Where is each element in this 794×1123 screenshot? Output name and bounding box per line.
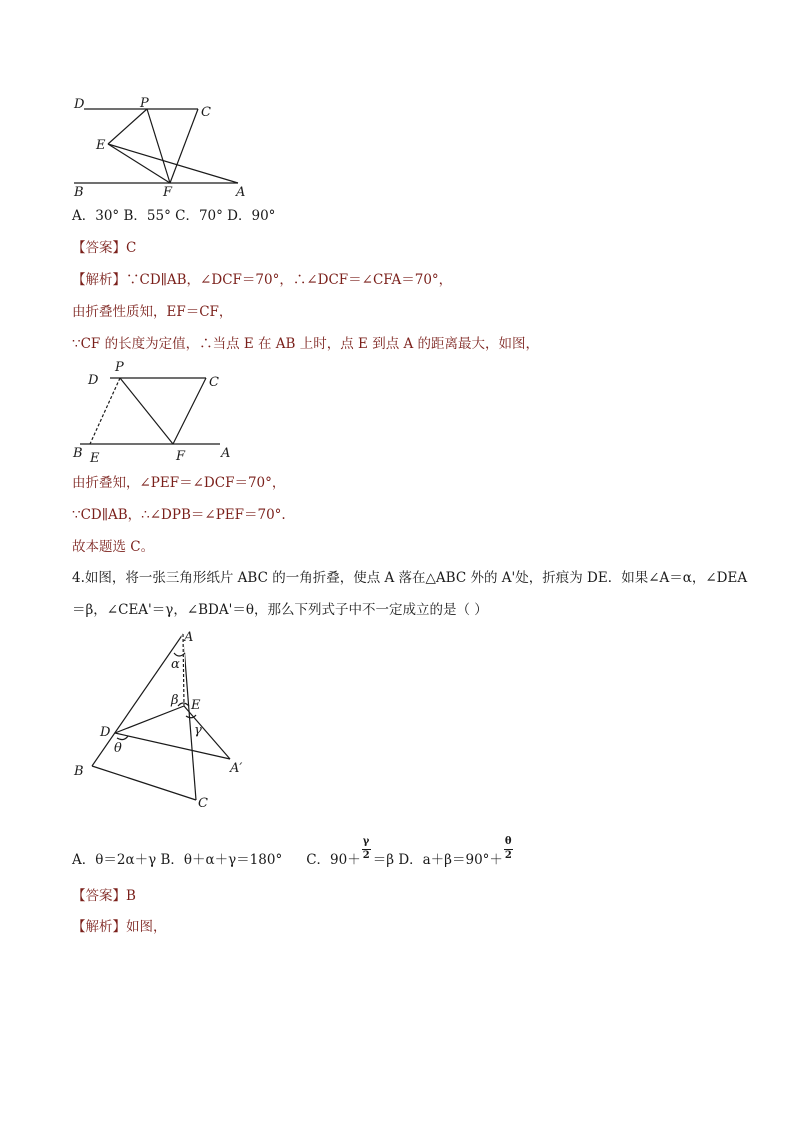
q4-option-c-fraction [361,836,373,870]
figure-fold-parallelogram [70,92,255,202]
fig1-label-p: P [140,96,149,111]
figure-fold-triangle [70,626,255,816]
q4-stem-line1: 4.如图，将一张三角形纸片 ABC 的一角折叠，使点 A 落在△ABC 外的 A'处，折痕为 DE．如果∠A＝α，∠DEA [72,570,748,586]
q3-answer: 【答案】C [72,240,137,256]
fig2-label-d: D [88,373,99,388]
fig2-label-f: F [176,449,186,464]
q4-option-c-suffix: ＝β D．a＋β＝90°＋ [372,852,503,868]
fig2-label-b: B [73,446,83,461]
q3-options: A．30° B．55° C．70° D．90° [72,208,276,224]
q3-step1: 由折叠性质知，EF＝CF， [72,304,233,320]
fig3-label-a: A [184,630,194,645]
fig1-label-a: A [236,185,246,200]
q3-analysis: 【解析】∵CD∥AB，∠DCF＝70°，∴∠DCF＝∠CFA＝70°， [72,272,453,288]
q4-analysis: 【解析】如图， [72,919,167,935]
figure-fold-solution [70,356,245,468]
fig1-label-b: B [74,185,84,200]
fig2-label-e: E [90,451,100,466]
q4-option-d-numerator: θ [504,836,512,847]
fig3-label-gamma: γ [194,723,202,738]
q4-option-d-fraction [503,836,515,870]
fig3-label-d: D [100,725,111,740]
q3-step2: ∵CF 的长度为定值，∴当点 E 在 AB 上时，点 E 到点 A 的距离最大，如图， [72,336,540,352]
q4-option-a-b: A．θ＝2α＋γ B．θ＋α＋γ＝180° [72,852,283,868]
fig3-label-theta: θ [114,741,122,756]
fig1-label-e: E [96,138,106,153]
q3-step3: 由折叠知，∠PEF＝∠DCF＝70°， [72,475,286,491]
fig1-label-d: D [74,97,85,112]
q4-option-c-numerator: γ [362,836,370,847]
fig3-label-beta: β [171,693,179,708]
fig2-label-a: A [221,446,231,461]
fig2-label-c: C [209,375,219,390]
q3-conclusion: 故本题选 C。 [72,539,155,555]
q4-answer: 【答案】B [72,888,136,904]
q4-stem-line2: ＝β，∠CEA'＝γ，∠BDA'＝θ，那么下列式子中不一定成立的是（ ） [72,602,488,618]
fig1-label-f: F [163,185,173,200]
fig3-label-b: B [74,764,84,779]
q3-step4: ∵CD∥AB，∴∠DPB＝∠PEF＝70°. [72,507,286,523]
fig2-label-p: P [115,360,124,375]
q4-option-d-denominator: 2 [504,850,512,861]
fig3-label-c: C [198,796,208,811]
fig1-label-c: C [201,105,211,120]
q4-options [72,836,515,870]
fig3-label-a-prime: A′ [230,761,243,776]
q4-option-c-prefix: C．90＋ [306,852,361,868]
fig3-label-e: E [191,698,201,713]
q4-option-c-denominator: 2 [362,850,370,861]
fig3-label-alpha: α [171,657,180,672]
